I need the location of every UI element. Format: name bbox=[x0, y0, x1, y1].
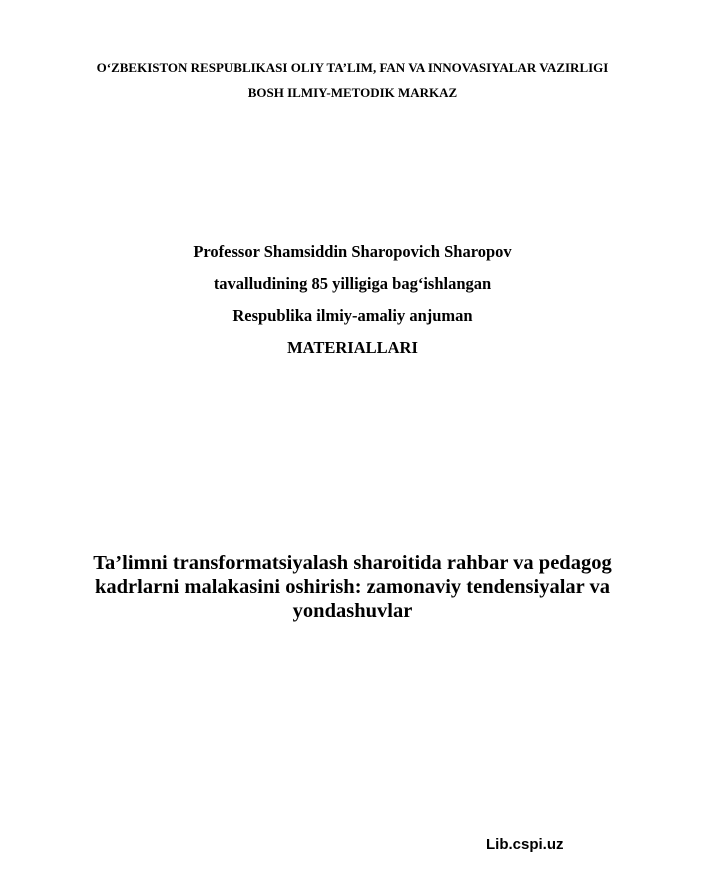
dedication-line-3: Respublika ilmiy-amaliy anjuman bbox=[232, 306, 473, 325]
dedication-line-1: Professor Shamsiddin Sharopovich Sharopov bbox=[193, 242, 512, 261]
title-line-3: yondashuvlar bbox=[292, 600, 413, 622]
dedication-line-2: tavalludining 85 yilligiga bag‘ishlangan bbox=[213, 274, 492, 293]
center-heading: BOSH ILMIY-METODIK MARKAZ bbox=[247, 85, 458, 100]
materials-label: MATERIALLARI bbox=[287, 338, 418, 357]
title-line-2: kadrlarni malakasini oshirish: zamonaviy tendensiyalar va bbox=[94, 576, 611, 598]
title-line-1: Ta’limni transformatsiyalash sharoitida rahbar va pedagog bbox=[93, 552, 612, 574]
source-watermark: Lib.cspi.uz bbox=[486, 836, 564, 853]
ministry-heading: O‘ZBEKISTON RESPUBLIKASI OLIY TA’LIM, FAN VA INNOVASIYALAR VAZIRLIGI bbox=[96, 60, 609, 75]
